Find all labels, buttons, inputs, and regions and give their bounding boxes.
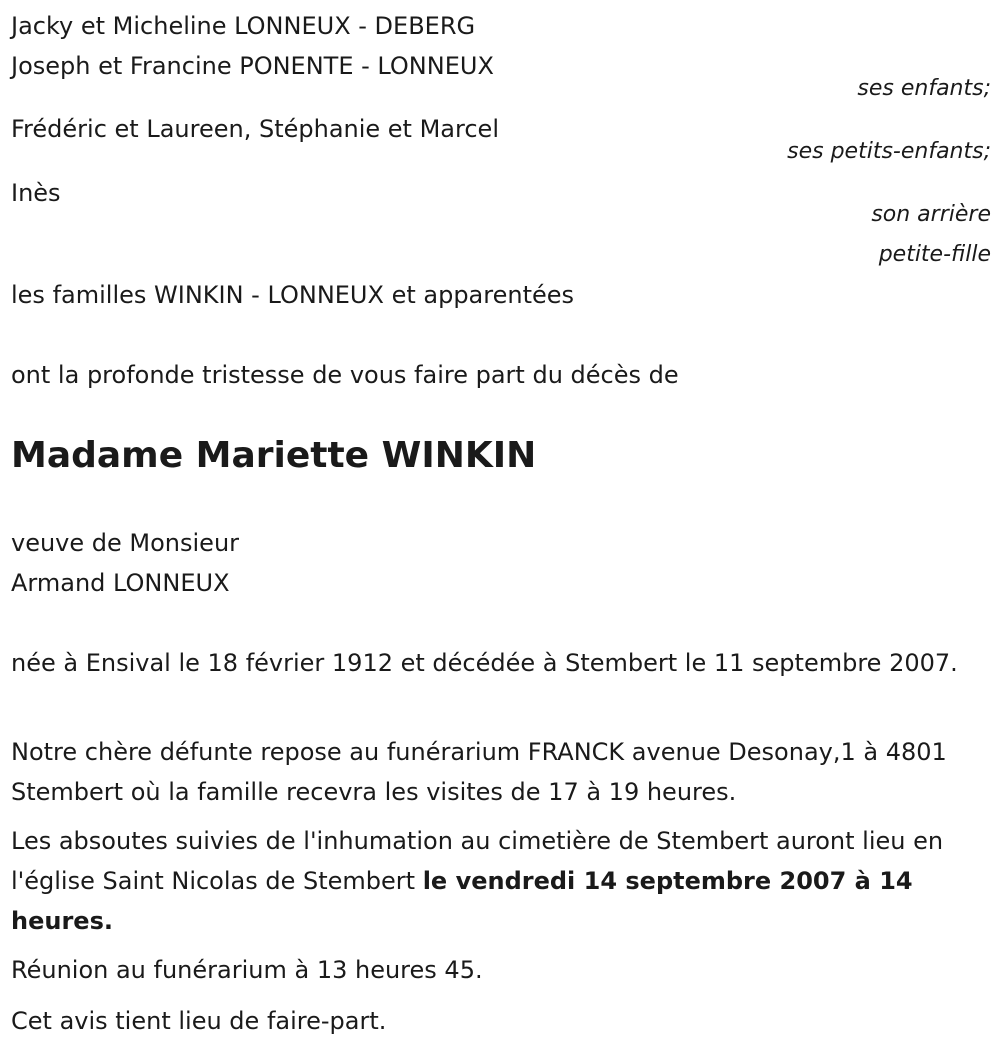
great-grandchild-role-2: petite-fille: [878, 242, 991, 267]
widow-of-line-1: veuve de Monsieur: [11, 529, 240, 557]
ceremony-date: le vendredi 14 septembre 2007 à 14 heures.: [11, 867, 913, 935]
grandchildren-line: Frédéric et Laureen, Stéphanie et Marcel: [11, 115, 499, 143]
great-grandchild-role-1: son arrière: [871, 202, 991, 227]
children-line-2: Joseph et Francine PONENTE - LONNEUX: [11, 52, 494, 80]
children-line-1: Jacky et Micheline LONNEUX - DEBERG: [11, 12, 476, 40]
closing-paragraph: Cet avis tient lieu de faire-part.: [11, 1007, 387, 1035]
birth-death-paragraph: née à Ensival le 18 février 1912 et décédée à Stembert le 11 septembre 2007.: [11, 649, 958, 677]
ceremony-paragraph: [11, 821, 996, 941]
deceased-name: Madame Mariette WINKIN: [11, 435, 537, 476]
families-line: les familles WINKIN - LONNEUX et apparentées: [11, 281, 575, 309]
widow-of-line-2: Armand LONNEUX: [11, 569, 230, 597]
meeting-paragraph: Réunion au funérarium à 13 heures 45.: [11, 956, 483, 984]
children-role: ses enfants;: [857, 76, 991, 101]
great-grandchild-line: Inès: [11, 179, 61, 207]
ceremony-text: Les absoutes suivies de l'inhumation au cimetière de Stembert auront lieu en l'église Saint Nicolas de Stembert: [11, 827, 944, 895]
announcement-line: ont la profonde tristesse de vous faire part du décès de: [11, 361, 679, 389]
funeral-home-paragraph: Notre chère défunte repose au funérarium FRANCK avenue Desonay,1 à 4801 Stembert où la famille recevra les visites de 17 à 19 heures.: [11, 738, 947, 806]
grandchildren-role: ses petits-enfants;: [787, 139, 991, 164]
